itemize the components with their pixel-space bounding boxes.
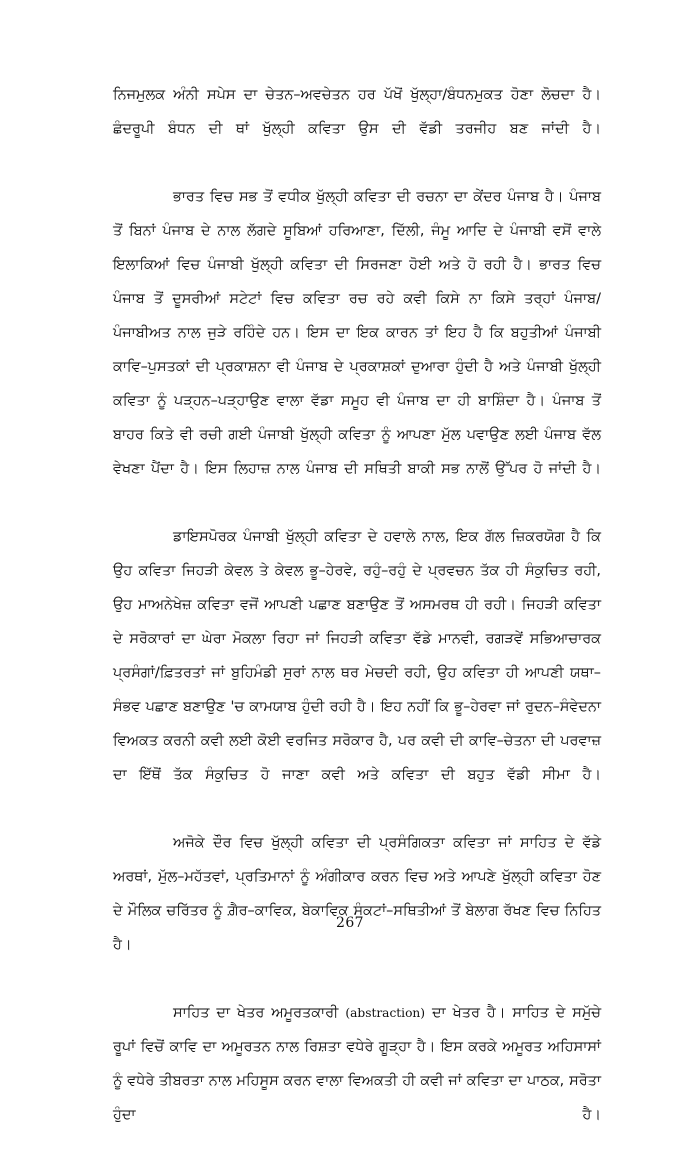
paragraph-2: ਭਾਰਤ ਵਿਚ ਸਭ ਤੋਂ ਵਧੀਕ ਖੁੱਲ੍ਹੀ ਕਵਿਤਾ ਦੀ ਰਚਨਾ ਦਾ ਕੇਂਦਰ ਪੰਜਾਬ ਹੈ। ਪੰਜਾਬ ਤੋਂ ਬਿਨਾਂ ਪੰਜਾਬ ਦੇ ਨਾਲ ਲੱਗਦੇ ਸੂਬਿਆਂ ਹਰਿਆਣਾ, ਦਿੱਲੀ, ਜੰਮੂ ਆਦਿ ਦੇ ਪੰਜਾਬੀ ਵਸੋਂ ਵਾਲੇ ਇਲਾਕਿਆਂ ਵਿਚ ਪੰਜਾਬੀ ਖੁੱਲ੍ਹੀ ਕਵਿਤਾ ਦੀ ਸਿਰਜਣਾ ਹੋਈ ਅਤੇ ਹੋ ਰਹੀ ਹੈ। ਭਾਰਤ ਵਿਚ ਪੰਜਾਬ ਤੋਂ ਦੂਸਰੀਆਂ ਸਟੇਟਾਂ ਵਿਚ ਕਵਿਤਾ ਰਚ ਰਹੇ ਕਵੀ ਕਿਸੇ ਨਾ ਕਿਸੇ ਤਰ੍ਹਾਂ ਪੰਜਾਬ/ਪੰਜਾਬੀਅਤ ਨਾਲ ਜੁੜੇ ਰਹਿੰਦੇ ਹਨ। ਇਸ ਦਾ ਇਕ ਕਾਰਨ ਤਾਂ ਇਹ ਹੈ ਕਿ ਬਹੁਤੀਆਂ ਪੰਜਾਬੀ ਕਾਵਿ–ਪੁਸਤਕਾਂ ਦੀ ਪ੍ਰਕਾਸ਼ਨਾ ਵੀ ਪੰਜਾਬ ਦੇ ਪ੍ਰਕਾਸ਼ਕਾਂ ਦੁਆਰਾ ਹੁੰਦੀ ਹੈ ਅਤੇ ਪੰਜਾਬੀ ਖੁੱਲ੍ਹੀ ਕਵਿਤਾ ਨੂੰ ਪੜ੍ਹਨ–ਪੜ੍ਹਾਉਣ ਵਾਲਾ ਵੱਡਾ ਸਮੂਹ ਵੀ ਪੰਜਾਬ ਦਾ ਹੀ ਬਾਸ਼ਿੰਦਾ ਹੈ। ਪੰਜਾਬ ਤੋਂ ਬਾਹਰ ਕਿਤੇ ਵੀ ਰਚੀ ਗਈ ਪੰਜਾਬੀ ਖੁੱਲ੍ਹੀ ਕਵਿਤਾ ਨੂੰ ਆਪਣਾ ਮੁੱਲ ਪਵਾਉਣ ਲਈ ਪੰਜਾਬ ਵੱਲ ਵੇਖਣਾ ਪੈਂਦਾ ਹੈ। ਇਸ ਲਿਹਾਜ਼ ਨਾਲ ਪੰਜਾਬ ਦੀ ਸਥਿਤੀ ਬਾਕੀ ਸਭ ਨਾਲੋਂ ਉੱਪਰ ਹੋ ਜਾਂਦੀ ਹੈ। <box>113 189 601 477</box>
paragraph-5-text-before-term: ਸਾਹਿਤ ਦਾ ਖੇਤਰ ਅਮੂਰਤਕਾਰੀ <box>173 1005 346 1021</box>
abstraction-latin-term: (abstraction) <box>345 1006 426 1020</box>
body-text-column <box>113 78 601 1166</box>
paragraph-5 <box>113 996 601 1166</box>
page-number: 267 <box>336 915 364 931</box>
paragraph-1: ਨਿਜਮੁਲਕ ਅੰਨੀ ਸਪੇਸ ਦਾ ਚੇਤਨ–ਅਵਚੇਤਨ ਹਰ ਪੱਖੋਂ ਖੁੱਲ੍ਹਾ/ਬੰਧਨਮੁਕਤ ਹੋਣਾ ਲੋਚਦਾ ਹੈ। ਛੰਦਰੂਪੀ ਬੰਧਨ ਦੀ ਥਾਂ ਖੁੱਲ੍ਹੀ ਕਵਿਤਾ ਉਸ ਦੀ ਵੱਡੀ ਤਰਜੀਹ ਬਣ ਜਾਂਦੀ ਹੈ। <box>113 87 601 137</box>
paragraph-5-text-after-term: ਦਾ ਖੇਤਰ ਹੈ। ਸਾਹਿਤ ਦੇ ਸਮੁੱਚੇ ਰੂਪਾਂ ਵਿਚੋਂ ਕਾਵਿ ਦਾ ਅਮੂਰਤਨ ਨਾਲ ਰਿਸ਼ਤਾ ਵਧੇਰੇ ਗੂੜ੍ਹਾ ਹੈ। ਇਸ ਕਰਕੇ ਅਮੂਰਤ ਅਹਿਸਾਸਾਂ ਨੂੰ ਵਧੇਰੇ ਤੀਬਰਤਾ ਨਾਲ ਮਹਿਸੂਸ ਕਰਨ ਵਾਲਾ ਵਿਅਕਤੀ ਹੀ ਕਵੀ ਜਾਂ ਕਵਿਤਾ ਦਾ ਪਾਠਕ, ਸਰੋਤਾ ਹੁੰਦਾ ਹੈ। <box>113 1005 601 1123</box>
paragraph-3: ਡਾਇਸਪੋਰਕ ਪੰਜਾਬੀ ਖੁੱਲ੍ਹੀ ਕਵਿਤਾ ਦੇ ਹਵਾਲੇ ਨਾਲ, ਇਕ ਗੱਲ ਜ਼ਿਕਰਯੋਗ ਹੈ ਕਿ ਉਹ ਕਵਿਤਾ ਜਿਹੜੀ ਕੇਵਲ ਤੇ ਕੇਵਲ ਭੂ–ਹੇਰਵੇ, ਰਹੁੰ–ਰਹੁੰ ਦੇ ਪ੍ਰਵਚਨ ਤੱਕ ਹੀ ਸੰਕੁਚਿਤ ਰਹੀ, ਉਹ ਮਾਅਨੇਖੇਜ਼ ਕਵਿਤਾ ਵਜੋਂ ਆਪਣੀ ਪਛਾਣ ਬਣਾਉਣ ਤੋਂ ਅਸਮਰਥ ਹੀ ਰਹੀ। ਜਿਹੜੀ ਕਵਿਤਾ ਦੇ ਸਰੋਕਾਰਾਂ ਦਾ ਘੇਰਾ ਮੋਕਲਾ ਰਿਹਾ ਜਾਂ ਜਿਹੜੀ ਕਵਿਤਾ ਵੱਡੇ ਮਾਨਵੀ, ਰਗੜਵੇਂ ਸਭਿਆਚਾਰਕ ਪ੍ਰਸੰਗਾਂ/ਫ਼ਿਤਰਤਾਂ ਜਾਂ ਬੁਹਿਮੰਡੀ ਸੁਰਾਂ ਨਾਲ ਥਰ ਮੇਚਦੀ ਰਹੀ, ਉਹ ਕਵਿਤਾ ਹੀ ਆਪਣੀ ਯਥਾ–ਸੰਭਵ ਪਛਾਣ ਬਣਾਉਣ 'ਚ ਕਾਮਯਾਬ ਹੁੰਦੀ ਰਹੀ ਹੈ। ਇਹ ਨਹੀਂ ਕਿ ਭੂ–ਹੇਰਵਾ ਜਾਂ ਰੁਦਨ–ਸੰਵੇਦਨਾ ਵਿਅਕਤ ਕਰਨੀ ਕਵੀ ਲਈ ਕੋਈ ਵਰਜਿਤ ਸਰੋਕਾਰ ਹੈ, ਪਰ ਕਵੀ ਦੀ ਕਾਵਿ–ਚੇਤਨਾ ਦੀ ਪਰਵਾਜ਼ ਦਾ ਇੱਥੋਂ ਤੱਕ ਸੰਕੁਚਿਤ ਹੋ ਜਾਣਾ ਕਵੀ ਅਤੇ ਕਵਿਤਾ ਦੀ ਬਹੁਤ ਵੱਡੀ ਸੀਮਾ ਹੈ। <box>113 529 601 783</box>
paragraph-4: ਅਜੋਕੇ ਦੌਰ ਵਿਚ ਖੁੱਲ੍ਹੀ ਕਵਿਤਾ ਦੀ ਪ੍ਰਸੰਗਿਕਤਾ ਕਵਿਤਾ ਜਾਂ ਸਾਹਿਤ ਦੇ ਵੱਡੇ ਅਰਥਾਂ, ਮੁੱਲ–ਮਹੱਤਵਾਂ, ਪ੍ਰਤਿਮਾਨਾਂ ਨੂੰ ਅੰਗੀਕਾਰ ਕਰਨ ਵਿਚ ਅਤੇ ਆਪਣੇ ਖੁੱਲ੍ਹੀ ਕਵਿਤਾ ਹੋਣ ਦੇ ਮੌਲਿਕ ਚਰਿੱਤਰ ਨੂੰ ਗ਼ੈਰ–ਕਾਵਿਕ, ਬੇਕਾਵਿਕ ਸੰਕਟਾਂ–ਸਥਿਤੀਆਂ ਤੋਂ ਬੇਲਾਗ ਰੱਖਣ ਵਿਚ ਨਿਹਿਤ ਹੈ। <box>113 835 601 953</box>
